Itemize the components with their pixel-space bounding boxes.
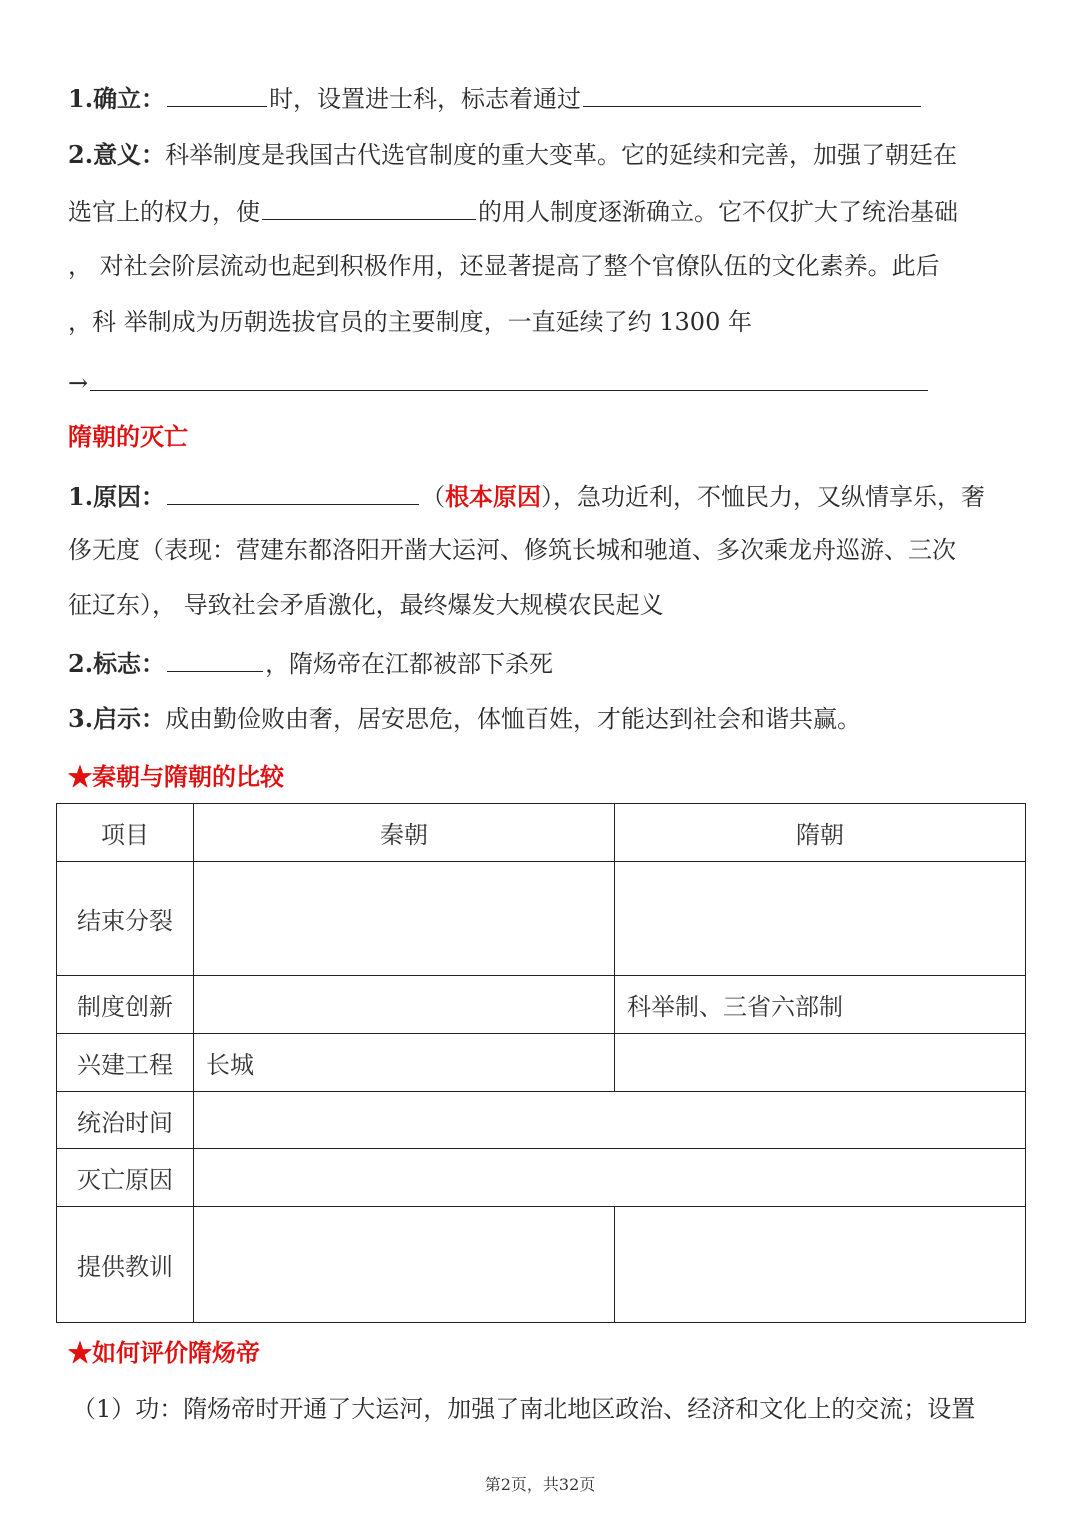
sign-line: 2.标志： ，隋炀帝在江都被部下杀死 — [68, 645, 553, 681]
cell-sui[interactable] — [615, 862, 1026, 976]
section-heading-sui-fall: 隋朝的灭亡 — [68, 422, 188, 451]
answer-blank[interactable] — [167, 645, 263, 672]
cell-qin[interactable]: 长城 — [194, 1034, 615, 1092]
cell-qin[interactable] — [194, 1207, 615, 1323]
cell-qin[interactable] — [194, 862, 615, 976]
row-label: 灭亡原因 — [57, 1149, 194, 1207]
section-heading-comparison: ★秦朝与隋朝的比较 — [68, 762, 284, 791]
root-cause-label: 根本原因 — [445, 482, 542, 511]
section-heading-evaluate: ★如何评价隋炀帝 — [68, 1338, 260, 1367]
header-item: 项目 — [57, 804, 194, 862]
cell-merged[interactable] — [194, 1149, 1026, 1207]
comparison-table — [56, 803, 1026, 1323]
row-label: 统治时间 — [57, 1092, 194, 1149]
answer-blank[interactable] — [90, 364, 928, 391]
significance-line-4: ，科 举制成为历朝选拔官员的主要制度，一直延续了约 1300 年 — [68, 308, 752, 336]
table-row — [57, 1034, 1026, 1092]
cell-sui[interactable]: 科举制、三省六部制 — [615, 976, 1026, 1034]
cause-line-1: 1.原因： （根本原因），急功近利，不恤民力，又纵情享乐，奢 — [68, 478, 985, 514]
sign-title: 标志： — [93, 649, 166, 678]
answer-blank[interactable] — [167, 478, 419, 505]
lesson-line: 3.启示：成由勤俭败由奢，居安思危，体恤百姓，才能达到社会和谐共赢。 — [68, 704, 862, 733]
answer-blank[interactable] — [167, 80, 267, 107]
table-header-row — [57, 804, 1026, 862]
cell-merged[interactable] — [194, 1092, 1026, 1149]
row-label: 兴建工程 — [57, 1034, 194, 1092]
row-label: 结束分裂 — [57, 862, 194, 976]
table-row — [57, 1092, 1026, 1149]
lesson-title: 启示： — [93, 704, 166, 733]
header-qin: 秦朝 — [194, 804, 615, 862]
cause-line-3: 征辽东）， 导致社会矛盾激化，最终爆发大规模农民起义 — [68, 591, 664, 619]
table-row — [57, 1207, 1026, 1323]
answer-blank[interactable] — [583, 80, 921, 107]
table-row — [57, 1149, 1026, 1207]
significance-line-3: ， 对社会阶层流动也起到积极作用，还显著提高了整个官僚队伍的文化素养。此后 — [68, 252, 940, 280]
row-label: 提供教训 — [57, 1207, 194, 1323]
table-row — [57, 862, 1026, 976]
evaluate-line-1: （1）功：隋炀帝时开通了大运河，加强了南北地区政治、经济和文化上的交流；设置 — [72, 1395, 976, 1423]
significance-line-5: → — [68, 364, 930, 400]
cell-qin[interactable] — [194, 976, 615, 1034]
cause-title: 原因： — [93, 482, 166, 511]
significance-line-2: 选官上的权力，使 的用人制度逐渐确立。它不仅扩大了统治基础 — [68, 193, 958, 229]
cause-line-2: 侈无度（表现：营建东都洛阳开凿大运河、修筑长城和驰道、多次乘龙舟巡游、三次 — [68, 536, 956, 564]
cell-sui[interactable] — [615, 1034, 1026, 1092]
header-sui: 隋朝 — [615, 804, 1026, 862]
significance-line-1: 2.意义：科举制度是我国古代选官制度的重大变革。它的延续和完善，加强了朝廷在 — [68, 140, 958, 169]
answer-blank[interactable] — [262, 193, 476, 220]
cell-sui[interactable] — [615, 1207, 1026, 1323]
row-label: 制度创新 — [57, 976, 194, 1034]
establish-line: 1.确立： 时，设置进士科，标志着通过 — [68, 80, 923, 116]
page-footer: 第2页，共32页 — [484, 1475, 596, 1494]
significance-title: 意义： — [93, 140, 166, 169]
establish-title: 确立： — [93, 84, 166, 113]
table-row — [57, 976, 1026, 1034]
